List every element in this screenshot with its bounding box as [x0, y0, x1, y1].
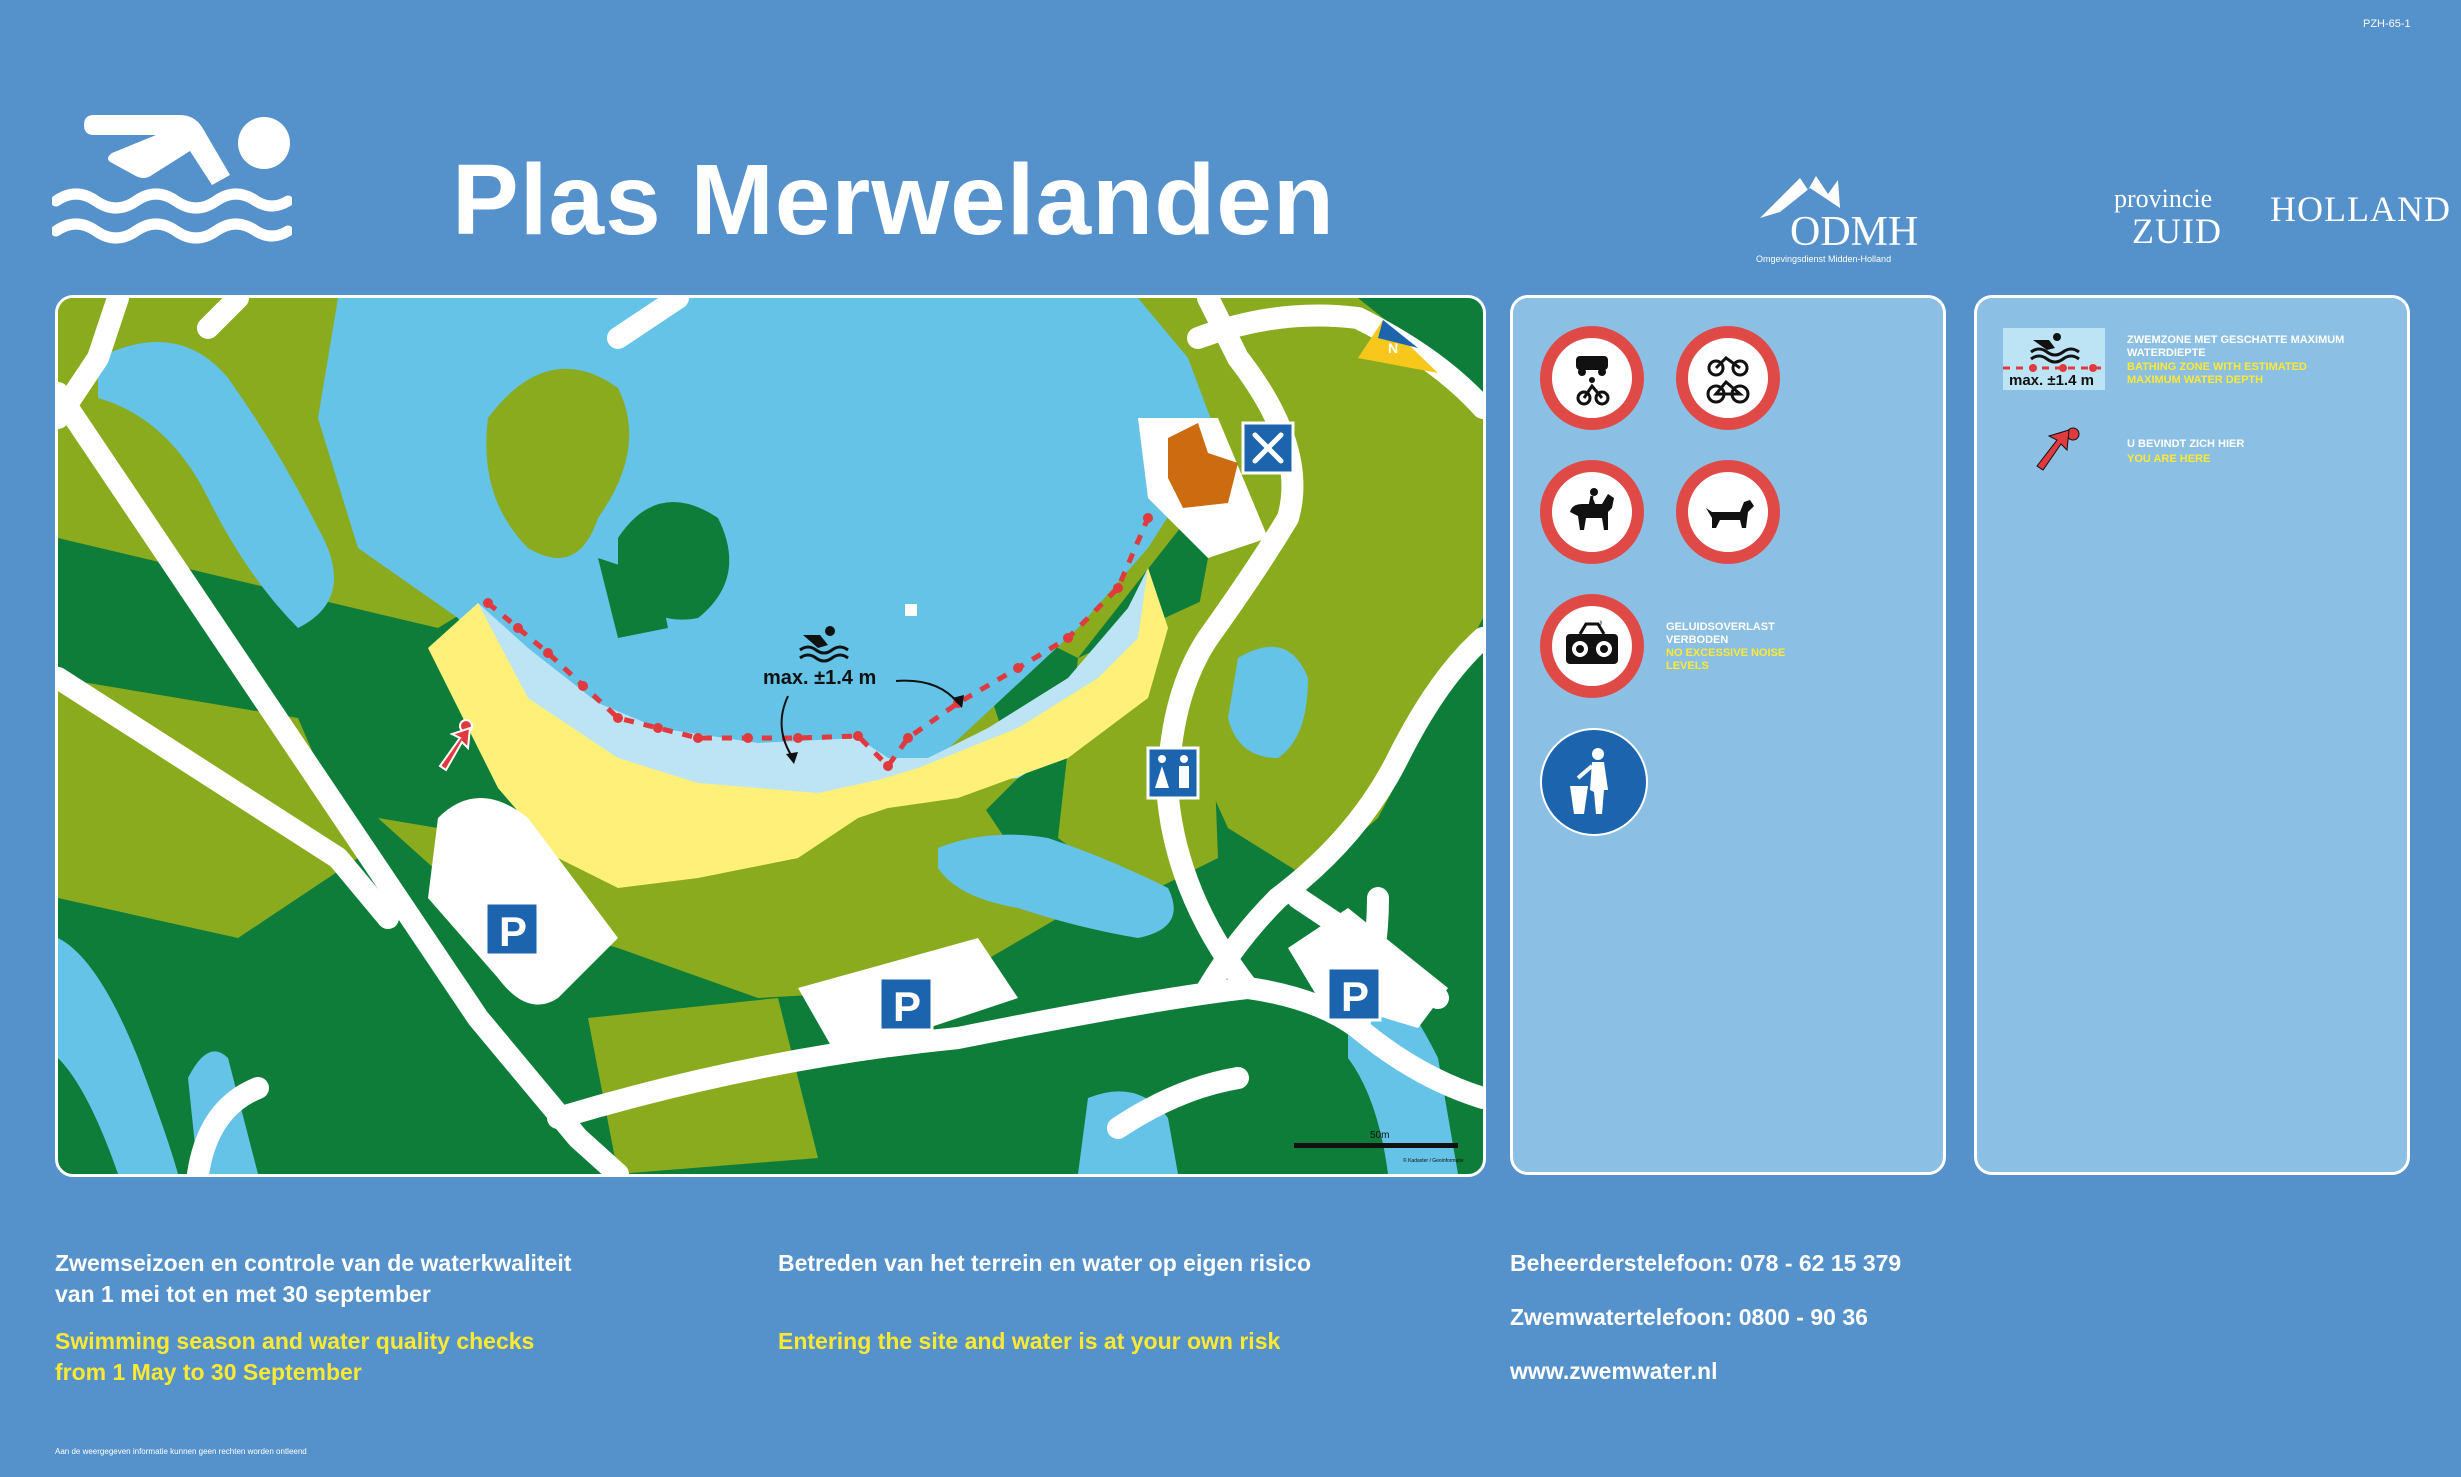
no-cars-mopeds-icon — [1540, 326, 1644, 430]
no-bicycles-icon — [1676, 326, 1780, 430]
svg-text:N: N — [1388, 340, 1399, 356]
you-are-here-icon — [440, 720, 472, 770]
season-info — [55, 1248, 571, 1388]
page-title: Plas Merwelanden — [452, 144, 1335, 256]
scale-bar — [1294, 1143, 1458, 1148]
legend-here-nl: U BEVINDT ZICH HIER — [2127, 438, 2245, 450]
odmh-subtitle: Omgevingsdienst Midden-Holland — [1756, 254, 1892, 264]
no-radio-icon — [1540, 594, 1644, 698]
disclaimer: Aan de weergegeven informatie kunnen geen rechten worden ontleend — [55, 1447, 307, 1456]
legend-zone-en: BATHING ZONE WITH ESTIMATED MAXIMUM WATER DEPTH — [2127, 361, 2307, 386]
odmh-brand: ODMH — [1790, 209, 1919, 255]
swimmer-logo-icon — [52, 105, 292, 245]
no-horses-icon — [1540, 460, 1644, 564]
phone-manager: Beheerderstelefoon: 078 - 62 15 379 — [1510, 1250, 1902, 1276]
svg-text:P: P — [1341, 973, 1370, 1020]
season-nl-line2: van 1 mei tot en met 30 september — [55, 1281, 431, 1307]
season-nl-line1: Zwemseizoen en controle van de waterkwaliteit — [55, 1250, 572, 1276]
pzh-holland: HOLLAND — [2270, 189, 2451, 229]
pzh-zuid: ZUID — [2132, 211, 2222, 251]
odmh-logo — [1750, 168, 1930, 268]
legend-you-are-here-icon — [2033, 426, 2083, 474]
pzh-logo — [2110, 180, 2451, 260]
rules-panel — [1510, 295, 1946, 1175]
noise-label-nl: GELUIDSOVERLAST VERBODEN — [1666, 621, 1775, 646]
no-dogs-icon — [1676, 460, 1780, 564]
risk-info — [778, 1248, 1311, 1357]
parking-icon — [880, 978, 932, 1030]
legend-here-en: YOU ARE HERE — [2127, 453, 2211, 465]
contact-info — [1510, 1248, 1901, 1387]
toilets-icon — [1148, 748, 1198, 798]
scale-label: 50m — [1370, 1130, 1390, 1141]
phone-water: Zwemwatertelefoon: 0800 - 90 36 — [1510, 1304, 1868, 1330]
legend-bathing-zone-swatch — [2003, 328, 2105, 390]
restaurant-icon — [1243, 423, 1293, 473]
svg-text:P: P — [893, 983, 922, 1030]
season-en-line2: from 1 May to 30 September — [55, 1359, 362, 1385]
season-en-line1: Swimming season and water quality checks — [55, 1328, 535, 1354]
parking-icon — [486, 903, 538, 955]
legend-depth-label: max. ±1.4 m — [2009, 372, 2094, 389]
sign-code: PZH-65-1 — [2363, 18, 2411, 30]
parking-icon — [1328, 968, 1380, 1020]
risk-nl: Betreden van het terrein en water op eigen risico — [778, 1250, 1311, 1276]
depth-label: max. ±1.4 m — [763, 667, 877, 689]
litter-bin-icon — [1540, 728, 1648, 836]
site-map — [55, 295, 1486, 1177]
svg-text:P: P — [499, 908, 528, 955]
risk-en: Entering the site and water is at your own risk — [778, 1328, 1281, 1354]
svg-text:♪: ♪ — [1598, 618, 1603, 629]
pzh-provincie: provincie — [2114, 184, 2213, 213]
legend-zone-nl: ZWEMZONE MET GESCHATTE MAXIMUM WATERDIEPTE — [2127, 334, 2345, 359]
legend-panel — [1974, 295, 2410, 1175]
map-credit: © Kadaster / Geoinformatie — [1403, 1158, 1464, 1164]
noise-label-en: NO EXCESSIVE NOISE LEVELS — [1666, 647, 1786, 672]
website-link[interactable]: www.zwemwater.nl — [1510, 1358, 1718, 1384]
